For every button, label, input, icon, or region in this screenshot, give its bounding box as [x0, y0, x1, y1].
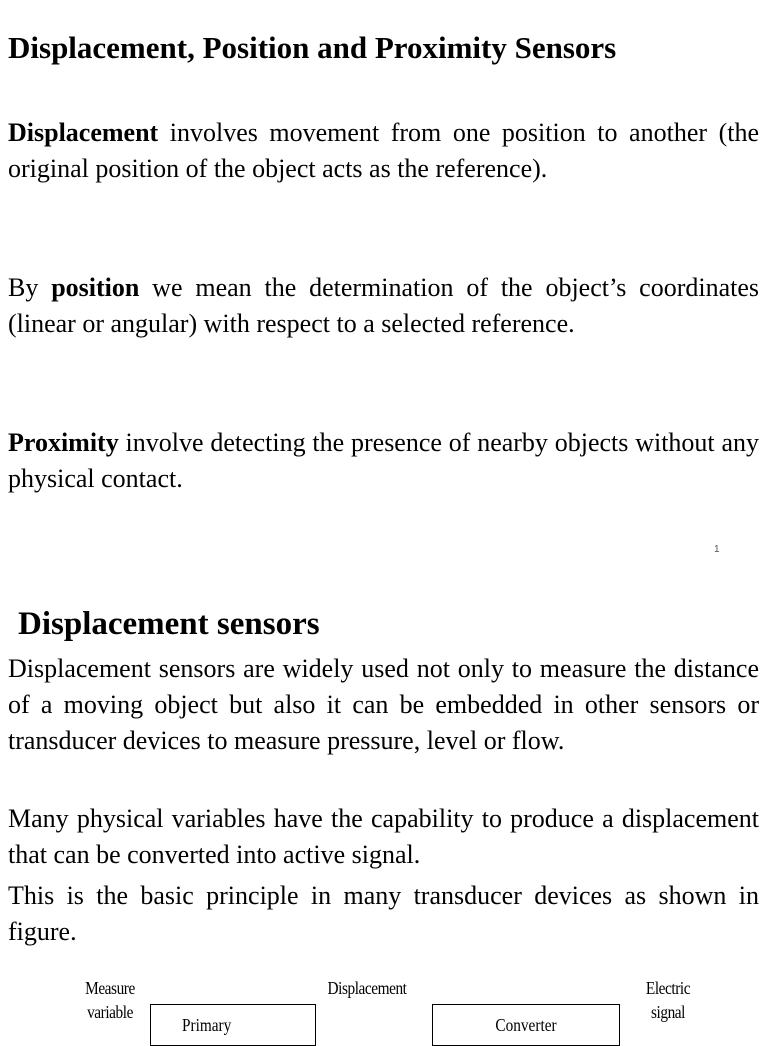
- diagram-label-line: variable: [87, 1002, 133, 1022]
- diagram-middle-label: Displacement: [327, 978, 407, 998]
- paragraph: Displacement sensors are widely used not only to measure the distance of a moving object but also it can be embedded in other sensors or transducer devices to measure pressure, level or flow.: [8, 654, 759, 755]
- slide-title: Displacement, Position and Proximity Sensors: [8, 30, 617, 65]
- diagram-input-label: [69, 976, 151, 1024]
- paragraph: Many physical variables have the capability to produce a displacement that can be converted into active signal.: [8, 804, 759, 869]
- paragraph-text: By: [8, 273, 52, 302]
- term-displacement: Displacement: [8, 118, 159, 147]
- paragraph: This is the basic principle in many transducer devices as shown in figure.: [8, 881, 759, 946]
- paragraph-displacement-definition: [8, 115, 759, 187]
- diagram-box-label: Primary: [182, 1015, 232, 1035]
- section-title: Displacement sensors: [18, 606, 320, 642]
- diagram-box-label: Converter: [495, 1015, 557, 1035]
- diagram-box-primary: [150, 1004, 316, 1046]
- page-number: 1: [714, 544, 720, 555]
- diagram-label-line: signal: [651, 1002, 685, 1022]
- diagram-label-line: Measure: [85, 978, 135, 998]
- diagram-box-converter: [432, 1004, 620, 1046]
- term-proximity: Proximity: [8, 428, 119, 457]
- transducer-diagram: [0, 970, 768, 1035]
- paragraph-text: involves movement from one position to another (the original position of the object acts as the reference).: [8, 118, 759, 183]
- diagram-label-line: Electric: [645, 978, 691, 998]
- paragraph-position-definition: [8, 270, 759, 342]
- diagram-output-label: [627, 976, 709, 1024]
- term-position: position: [51, 273, 140, 302]
- paragraph-text: involve detecting the presence of nearby objects without any physical contact.: [8, 428, 759, 493]
- paragraph-text: we mean the determination of the object’s coordinates (linear or angular) with respect to a selected reference.: [8, 273, 759, 338]
- paragraph-proximity-definition: [8, 425, 759, 497]
